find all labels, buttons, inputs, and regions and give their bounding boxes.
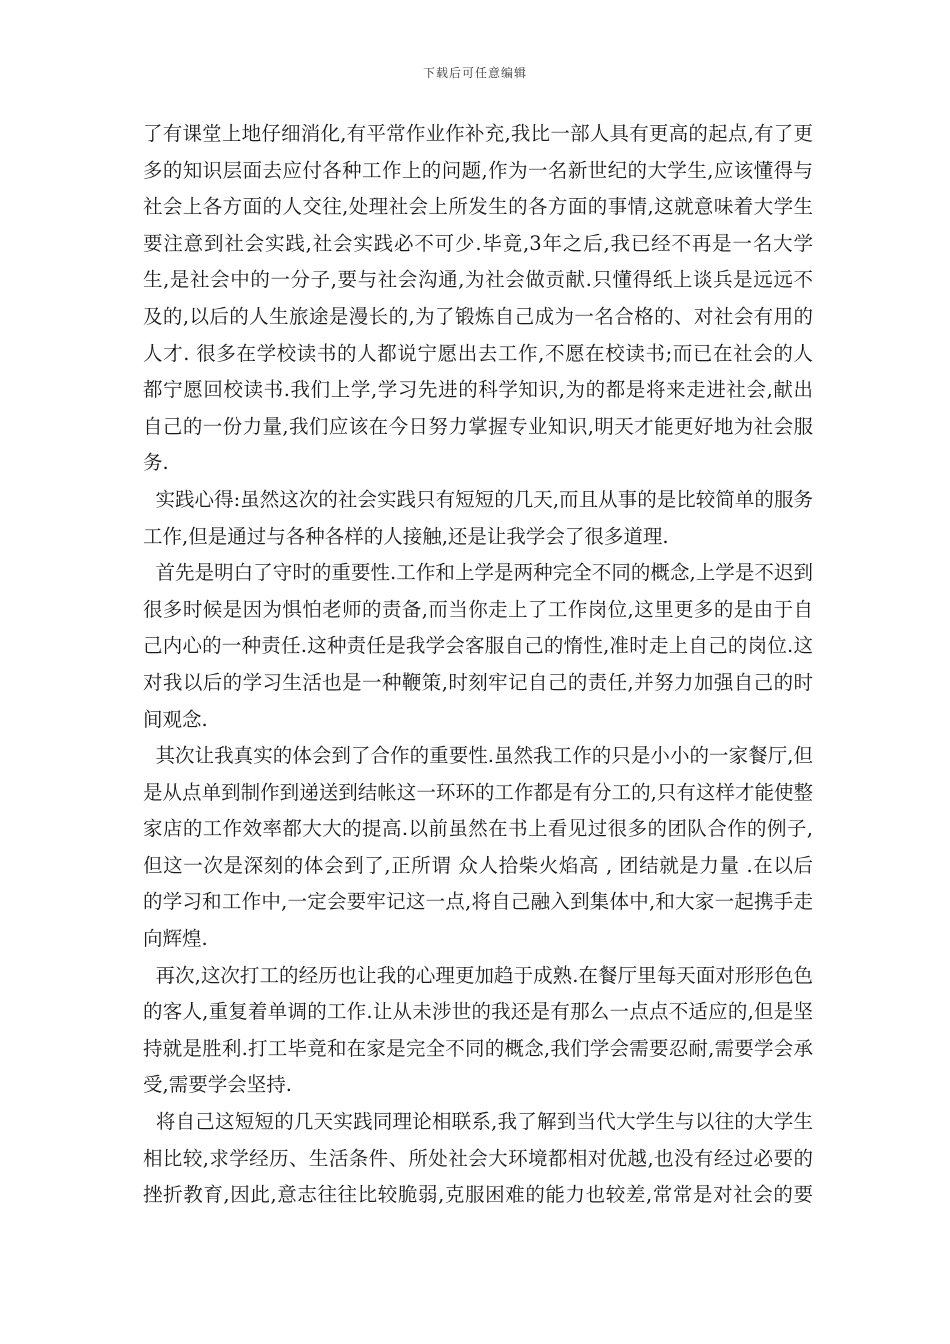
text-line: 首先是明白了守时的重要性.工作和上学是两种完全不同的概念,上学是不迟到 bbox=[143, 561, 813, 585]
text-line: 相比较,求学经历、生活条件、所处社会大环境都相对优越,也没有经过必要的 bbox=[143, 1146, 813, 1170]
text-line: 生,是社会中的一分子,要与社会沟通,为社会做贡献.只懂得纸上谈兵是远远不 bbox=[143, 268, 813, 292]
text-line: 的学习和工作中,一定会要牢记这一点,将自己融入到集体中,和大家一起携手走 bbox=[143, 890, 813, 914]
text-line: 对我以后的学习生活也是一种鞭策,时刻牢记自己的责任,并努力加强自己的时 bbox=[143, 670, 813, 694]
text-line: 都宁愿回校读书.我们上学,学习先进的科学知识,为的都是将来走进社会,献出 bbox=[143, 378, 813, 402]
text-line: 工作,但是通过与各种各样的人接触,还是让我学会了很多道理. bbox=[143, 524, 669, 548]
text-line: 实践心得:虽然这次的社会实践只有短短的几天,而且从事的是比较简单的服务 bbox=[143, 487, 813, 511]
text-line: 间观念. bbox=[143, 707, 208, 731]
text-line: 社会上各方面的人交往,处理社会上所发生的各方面的事情,这就意味着大学生 bbox=[143, 195, 813, 219]
text-line: 将自己这短短的几天实践同理论相联系,我了解到当代大学生与以往的大学生 bbox=[143, 1110, 813, 1134]
text-line: 是从点单到制作到递送到结帐这一环环的工作都是有分工的,只有这样才能使整 bbox=[143, 780, 813, 804]
page-header: 下载后可任意编辑 bbox=[422, 66, 527, 80]
text-line: 及的,以后的人生旅途是漫长的,为了锻炼自己成为一名合格的、对社会有用的 bbox=[143, 304, 813, 328]
text-line: 挫折教育,因此,意志往往比较脆弱,克服困难的能力也较差,常常是对社会的要 bbox=[143, 1183, 813, 1207]
text-line: 的客人,重复着单调的工作.让从未涉世的我还是有那么一点点不适应的,但是坚 bbox=[143, 1000, 813, 1024]
document-body bbox=[143, 116, 813, 1214]
text-line: 很多时候是因为惧怕老师的责备,而当你走上了工作岗位,这里更多的是由于自 bbox=[143, 597, 813, 621]
text-line: 了有课堂上地仔细消化,有平常作业作补充,我比一部人具有更高的起点,有了更 bbox=[143, 122, 813, 145]
text-line: 务. bbox=[143, 451, 169, 475]
text-line: 受,需要学会坚持. bbox=[143, 1073, 292, 1097]
text-line: 但这一次是深刻的体会到了,正所谓 众人拾柴火焰高 , 团结就是力量 .在以后 bbox=[143, 853, 813, 877]
text-line: 向辉煌. bbox=[143, 927, 208, 951]
text-line: 人才. 很多在学校读书的人都说宁愿出去工作,不愿在校读书;而已在社会的人 bbox=[143, 341, 813, 365]
text-line: 要注意到社会实践,社会实践必不可少.毕竟,3年之后,我已经不再是一名大学 bbox=[143, 231, 813, 255]
text-line: 自己的一份力量,我们应该在今日努力掌握专业知识,明天才能更好地为社会服 bbox=[143, 414, 813, 438]
text-line: 持就是胜利.打工毕竟和在家是完全不同的概念,我们学会需要忍耐,需要学会承 bbox=[143, 1036, 813, 1060]
text-line: 多的知识层面去应付各种工作上的问题,作为一名新世纪的大学生,应该懂得与 bbox=[143, 158, 813, 182]
text-line: 再次,这次打工的经历也让我的心理更加趋于成熟.在餐厅里每天面对形形色色 bbox=[143, 963, 813, 987]
text-line: 家店的工作效率都大大的提高.以前虽然在书上看见过很多的团队合作的例子, bbox=[143, 817, 813, 841]
text-line: 其次让我真实的体会到了合作的重要性.虽然我工作的只是小小的一家餐厅,但 bbox=[143, 744, 813, 768]
text-line: 己内心的一种责任.这种责任是我学会客服自己的惰性,准时走上自己的岗位.这 bbox=[143, 634, 813, 658]
